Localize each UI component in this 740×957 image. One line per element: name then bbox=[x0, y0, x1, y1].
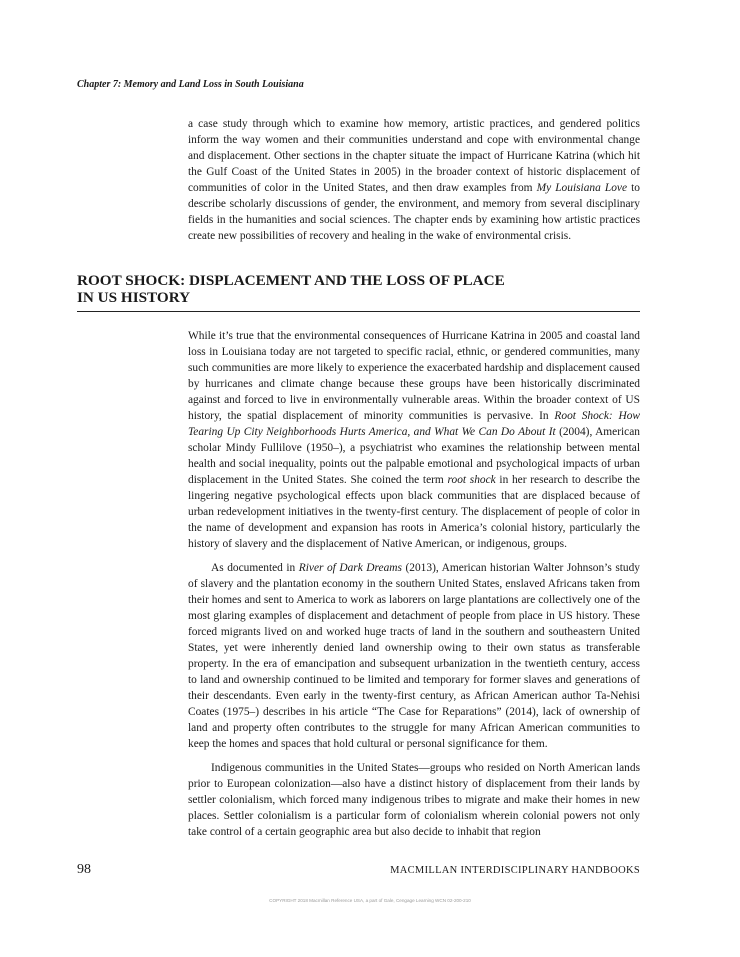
running-head: Chapter 7: Memory and Land Loss in South Louisiana bbox=[77, 79, 304, 90]
paragraph-text: (2013), American historian Walter Johnson’s study of slavery and the plantation economy in the southern United States, enslaved Africans taken from their homes and sent to America to work as laborers on large plantations are collectively one of the most glaring examples of displacement and detachment of people from place in US history. These forced migrants lived on and worked huge tracts of land in the southern and southeastern United States, yet were inherently denied land ownership owing to their own status as transferable property. In the era of emancipation and subsequent urbanization in the twentieth century, access to land and ownership continued to be limited and temporary for former slaves and generations of their descendants. Even early in the twenty-first century, as African American author Ta-Nehisi Coates (1975–) describes in his article “The Case for Reparations” (2014), lack of ownership of land and property often contributes to the struggle for many African American communities to keep the homes and spaces that hold cultural or personal significance for them. bbox=[188, 562, 640, 750]
section-heading bbox=[77, 272, 640, 306]
paragraph-text: in her research to describe the lingering negative psychological effects upon black communities that are displaced because of urban redevelopment initiatives in the twenty-first century. The displacement of people of color in the name of development and expansion has roots in America’s colonial history, particularly the history of slavery and the displacement of Native American, or indigenous, groups. bbox=[188, 474, 640, 550]
main-body bbox=[188, 328, 640, 848]
section-rule bbox=[77, 311, 640, 312]
page-number: 98 bbox=[77, 862, 91, 877]
section-heading-line1: ROOT SHOCK: DISPLACEMENT AND THE LOSS OF PLACE bbox=[77, 272, 505, 289]
paragraph-root-shock bbox=[188, 328, 640, 552]
copyright-line: COPYRIGHT 2018 Macmillan Reference USA, a part of Gale, Cengage Learning WCN 02-200-210 bbox=[269, 898, 471, 903]
series-title: MACMILLAN INTERDISCIPLINARY HANDBOOKS bbox=[390, 865, 640, 876]
book-title-river: River of Dark Dreams bbox=[298, 562, 402, 574]
intro-text-end: to describe scholarly discussions of gender, the environment, and memory from several disciplinary fields in the humanities and social sciences. The chapter ends by examining how artistic practices create new possibilities of recovery and healing in the wake of environmental crisis. bbox=[188, 182, 640, 242]
intro-film-title: My Louisiana Love bbox=[536, 182, 628, 194]
section-heading-line2: IN US HISTORY bbox=[77, 289, 191, 306]
paragraph-text: While it’s true that the environmental consequences of Hurricane Katrina in 2005 and coastal land loss in Louisiana today are not targeted to specific racial, ethnic, or gendered communities, many such communities are more likely to experience the exacerbated hardship and displacement caused by hurricanes and climate change because these groups have been historically discriminated against and forced to live in environmentally vulnerable areas. Within the broader context of US history, the spatial displacement of minority communities is pervasive. In bbox=[188, 330, 640, 422]
book-title-root-shock: Root Shock: How Tearing Up City Neighborhoods Hurts America, and What We Can Do About It bbox=[188, 410, 640, 438]
paragraph-text: (2004), American scholar Mindy Fullilove (1950–), a psychiatrist who examines the relationship between mental health and social inequality, points out the palpable emotional and psychological impacts of urban displacement in the United States. She coined the term bbox=[188, 426, 640, 486]
term-root-shock: root shock bbox=[447, 474, 496, 486]
intro-text-start: a case study through which to examine how memory, artistic practices, and gendered politics inform the way women and their communities understand and cope with environmental change and displacement. Other sections in the chapter situate the impact of Hurricane Katrina (which hit the Gulf Coast of the United States in 2005) in the broader context of historic displacement of communities of color in the United States, and then draw examples from bbox=[188, 118, 640, 194]
paragraph-river-of-dark-dreams bbox=[188, 560, 640, 752]
paragraph-indigenous: Indigenous communities in the United States—groups who resided on North American lands prior to European colonization—also have a distinct history of displacement from their lands by settler colonialism, which forced many indigenous tribes to migrate and make their homes in new places. Settler colonialism is a particular form of colonialism wherein colonial powers not only take control of a certain geographic area but also decide to inhabit that region bbox=[188, 762, 640, 838]
intro-paragraph bbox=[188, 116, 640, 244]
paragraph-text: As documented in bbox=[211, 562, 299, 574]
